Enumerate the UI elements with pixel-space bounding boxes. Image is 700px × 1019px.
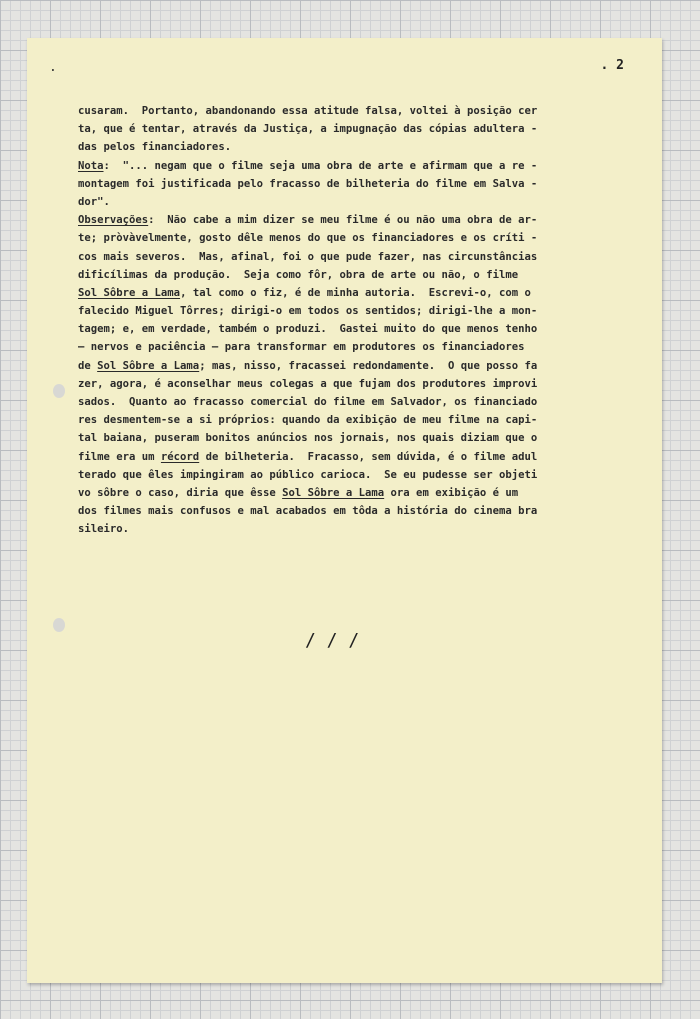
nota-line: Nota: "... negam que o filme seja uma obra de arte e afirmam que a re - [78,159,538,172]
text-line: dor". [78,195,110,208]
record-word: récord [160,450,200,463]
text-line: terado que êles impingiram ao público carioca. Se eu pudesse ser objeti [78,468,538,481]
page-number: . 2 [600,58,624,73]
punch-hole-mark [53,618,65,632]
text-line: ta, que é tentar, através da Justiça, a impugnação das cópias adultera - [78,123,538,136]
text-line: falecido Miguel Tôrres; dirigi-o em todos os sentidos; dirigi-lhe a mon- [78,305,538,318]
text-line: vo sôbre o caso, diria que êsse Sol Sôbre a Lama ora em exibição é um [78,486,519,499]
text-line: sados. Quanto ao fracasso comercial do filme em Salvador, os financiado [78,396,538,408]
observacoes-line: Observações: Não cabe a mim dizer se meu filme é ou não uma obra de ar- [78,214,538,227]
nota-label: Nota [78,159,104,172]
text-line: de Sol Sôbre a Lama; mas, nisso, fracassei redondamente. O que posso fa [78,359,538,372]
observacoes-label: Observações [78,214,149,227]
punch-hole-mark [53,384,65,398]
text-line: montagem foi justificada pelo fracasso de bilheteria do filme em Salva - [78,177,538,190]
typed-page [27,38,662,983]
typed-text-body [78,102,623,539]
text-line: dificílimas da produção. Seja como fôr, obra de arte ou não, o filme [78,268,519,281]
text-line: tal baiana, puseram bonitos anúncios nos jornais, nos quais diziam que o [78,432,538,445]
text-line: — nervos e paciência — para transformar em produtores os financiadores [78,341,525,354]
text-line: cos mais severos. Mas, afinal, foi o que pude fazer, nas circunstâncias [78,250,538,263]
text-line: te; pròvàvelmente, gosto dêle menos do que os financiadores e os críti - [78,232,538,245]
film-title: Sol Sôbre a Lama [282,486,385,499]
film-title: Sol Sôbre a Lama [78,286,181,299]
text-line: filme era um récord de bilheteria. Fracasso, sem dúvida, é o filme adul [78,450,538,463]
text-line: dos filmes mais confusos e mal acabados em tôda a história do cinema bra [78,505,538,518]
text-line: zer, agora, é aconselhar meus colegas a que fujam dos produtores improvi [78,377,538,390]
film-title: Sol Sôbre a Lama [97,359,200,372]
text-line: res desmentem-se a si próprios: quando da exibição de meu filme na capi- [78,414,538,427]
text-line: sileiro. [78,523,130,536]
text-line: das pelos financiadores. [78,141,232,154]
closing-marks: / / / [305,630,360,651]
text-line: cusaram. Portanto, abandonando essa atitude falsa, voltei à posição cer [78,105,538,117]
text-line: Sol Sôbre a Lama, tal como o fiz, é de minha autoria. Escrevi-o, com o [78,286,531,299]
text-line: tagem; e, em verdade, também o produzi. Gastei muito do que menos tenho [78,323,538,336]
header-mark: . [49,60,57,75]
